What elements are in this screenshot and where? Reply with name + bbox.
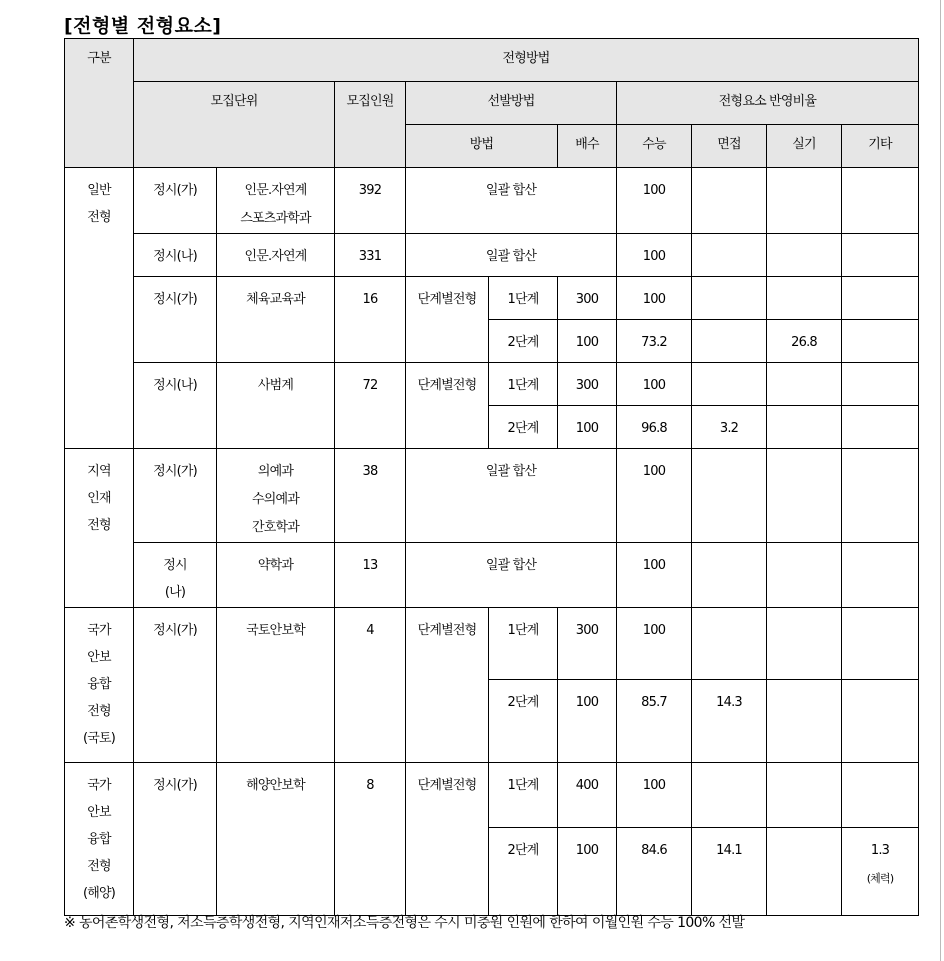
session: 정시(나) bbox=[134, 234, 217, 277]
stage: 1단계 bbox=[489, 608, 558, 680]
group-national-marine: 국가 안보 융합 전형 (해양) bbox=[65, 763, 134, 916]
other bbox=[842, 406, 919, 449]
stage: 1단계 bbox=[489, 363, 558, 406]
count: 16 bbox=[335, 277, 406, 363]
table-row bbox=[65, 234, 919, 277]
session: 정시(나) bbox=[134, 363, 217, 449]
table-row bbox=[65, 363, 919, 406]
method: 일괄 합산 bbox=[406, 168, 617, 234]
practical bbox=[767, 406, 842, 449]
method: 단계별전형 bbox=[406, 608, 489, 763]
interview bbox=[692, 277, 767, 320]
multiple: 100 bbox=[558, 680, 617, 763]
stage: 2단계 bbox=[489, 406, 558, 449]
practical bbox=[767, 277, 842, 320]
header-unit: 모집단위 bbox=[134, 82, 335, 168]
unit: 의예과 수의예과 간호학과 bbox=[217, 449, 335, 543]
suneung: 100 bbox=[617, 234, 692, 277]
practical bbox=[767, 680, 842, 763]
count: 72 bbox=[335, 363, 406, 449]
header-way: 방법 bbox=[406, 125, 558, 168]
session: 정시(가) bbox=[134, 608, 217, 763]
method: 일괄 합산 bbox=[406, 543, 617, 608]
other bbox=[842, 680, 919, 763]
header-practical: 실기 bbox=[767, 125, 842, 168]
table-row bbox=[65, 763, 919, 828]
unit: 인문.자연계 스포츠과학과 bbox=[217, 168, 335, 234]
count: 13 bbox=[335, 543, 406, 608]
session: 정시 (나) bbox=[134, 543, 217, 608]
header-other: 기타 bbox=[842, 125, 919, 168]
practical bbox=[767, 449, 842, 543]
method: 일괄 합산 bbox=[406, 234, 617, 277]
interview bbox=[692, 234, 767, 277]
other bbox=[842, 234, 919, 277]
other bbox=[842, 763, 919, 828]
header-method: 전형방법 bbox=[134, 39, 919, 82]
suneung: 100 bbox=[617, 608, 692, 680]
interview bbox=[692, 363, 767, 406]
unit: 해양안보학 bbox=[217, 763, 335, 916]
session: 정시(가) bbox=[134, 168, 217, 234]
method: 단계별전형 bbox=[406, 277, 489, 363]
suneung: 100 bbox=[617, 763, 692, 828]
stage: 2단계 bbox=[489, 320, 558, 363]
other bbox=[842, 277, 919, 320]
method: 단계별전형 bbox=[406, 763, 489, 916]
count: 38 bbox=[335, 449, 406, 543]
header-count: 모집인원 bbox=[335, 82, 406, 168]
session: 정시(가) bbox=[134, 449, 217, 543]
practical bbox=[767, 608, 842, 680]
stage: 1단계 bbox=[489, 277, 558, 320]
count: 8 bbox=[335, 763, 406, 916]
count: 331 bbox=[335, 234, 406, 277]
table-row bbox=[65, 543, 919, 608]
practical bbox=[767, 543, 842, 608]
stage: 2단계 bbox=[489, 680, 558, 763]
header-gubun: 구분 bbox=[65, 39, 134, 168]
unit: 체육교육과 bbox=[217, 277, 335, 363]
multiple: 300 bbox=[558, 277, 617, 320]
unit: 사범계 bbox=[217, 363, 335, 449]
practical bbox=[767, 168, 842, 234]
interview bbox=[692, 320, 767, 363]
practical bbox=[767, 234, 842, 277]
table-row bbox=[65, 168, 919, 234]
multiple: 300 bbox=[558, 608, 617, 680]
interview bbox=[692, 763, 767, 828]
multiple: 300 bbox=[558, 363, 617, 406]
section-title: [전형별 전형요소] bbox=[64, 15, 222, 37]
group-general: 일반 전형 bbox=[65, 168, 134, 449]
group-national-land: 국가 안보 융합 전형 (국토) bbox=[65, 608, 134, 763]
interview: 14.1 bbox=[692, 828, 767, 916]
other bbox=[842, 363, 919, 406]
interview bbox=[692, 543, 767, 608]
interview: 14.3 bbox=[692, 680, 767, 763]
session: 정시(가) bbox=[134, 277, 217, 363]
table-row bbox=[65, 277, 919, 320]
suneung: 73.2 bbox=[617, 320, 692, 363]
table-row bbox=[65, 449, 919, 543]
multiple: 100 bbox=[558, 406, 617, 449]
header-row bbox=[65, 82, 919, 125]
footnote: ※ 농어촌학생전형, 저소득층학생전형, 지역인재저소득층전형은 수시 미충원 인원에 한하여 이월인원 수능 100% 선발 bbox=[64, 915, 745, 931]
practical bbox=[767, 763, 842, 828]
interview bbox=[692, 449, 767, 543]
suneung: 100 bbox=[617, 168, 692, 234]
multiple: 400 bbox=[558, 763, 617, 828]
stage: 1단계 bbox=[489, 763, 558, 828]
header-interview: 면접 bbox=[692, 125, 767, 168]
other bbox=[842, 449, 919, 543]
header-row bbox=[65, 39, 919, 82]
suneung: 100 bbox=[617, 277, 692, 320]
header-selection: 선발방법 bbox=[406, 82, 617, 125]
suneung: 100 bbox=[617, 449, 692, 543]
multiple: 100 bbox=[558, 320, 617, 363]
header-suneung: 수능 bbox=[617, 125, 692, 168]
header-multiple: 배수 bbox=[558, 125, 617, 168]
practical: 26.8 bbox=[767, 320, 842, 363]
practical bbox=[767, 828, 842, 916]
suneung: 84.6 bbox=[617, 828, 692, 916]
table-row bbox=[65, 608, 919, 680]
other bbox=[842, 168, 919, 234]
interview bbox=[692, 168, 767, 234]
group-regional: 지역 인재 전형 bbox=[65, 449, 134, 608]
page-edge-divider bbox=[940, 0, 941, 961]
suneung: 100 bbox=[617, 543, 692, 608]
session: 정시(가) bbox=[134, 763, 217, 916]
header-ratio: 전형요소 반영비율 bbox=[617, 82, 919, 125]
method: 일괄 합산 bbox=[406, 449, 617, 543]
method: 단계별전형 bbox=[406, 363, 489, 449]
count: 4 bbox=[335, 608, 406, 763]
other bbox=[842, 608, 919, 680]
practical bbox=[767, 363, 842, 406]
suneung: 85.7 bbox=[617, 680, 692, 763]
interview: 3.2 bbox=[692, 406, 767, 449]
admission-elements-table bbox=[64, 38, 919, 916]
suneung: 100 bbox=[617, 363, 692, 406]
suneung: 96.8 bbox=[617, 406, 692, 449]
stage: 2단계 bbox=[489, 828, 558, 916]
count: 392 bbox=[335, 168, 406, 234]
other: 1.3 (체력) bbox=[842, 828, 919, 916]
unit: 약학과 bbox=[217, 543, 335, 608]
unit: 국토안보학 bbox=[217, 608, 335, 763]
other bbox=[842, 543, 919, 608]
unit: 인문.자연계 bbox=[217, 234, 335, 277]
multiple: 100 bbox=[558, 828, 617, 916]
interview bbox=[692, 608, 767, 680]
other bbox=[842, 320, 919, 363]
